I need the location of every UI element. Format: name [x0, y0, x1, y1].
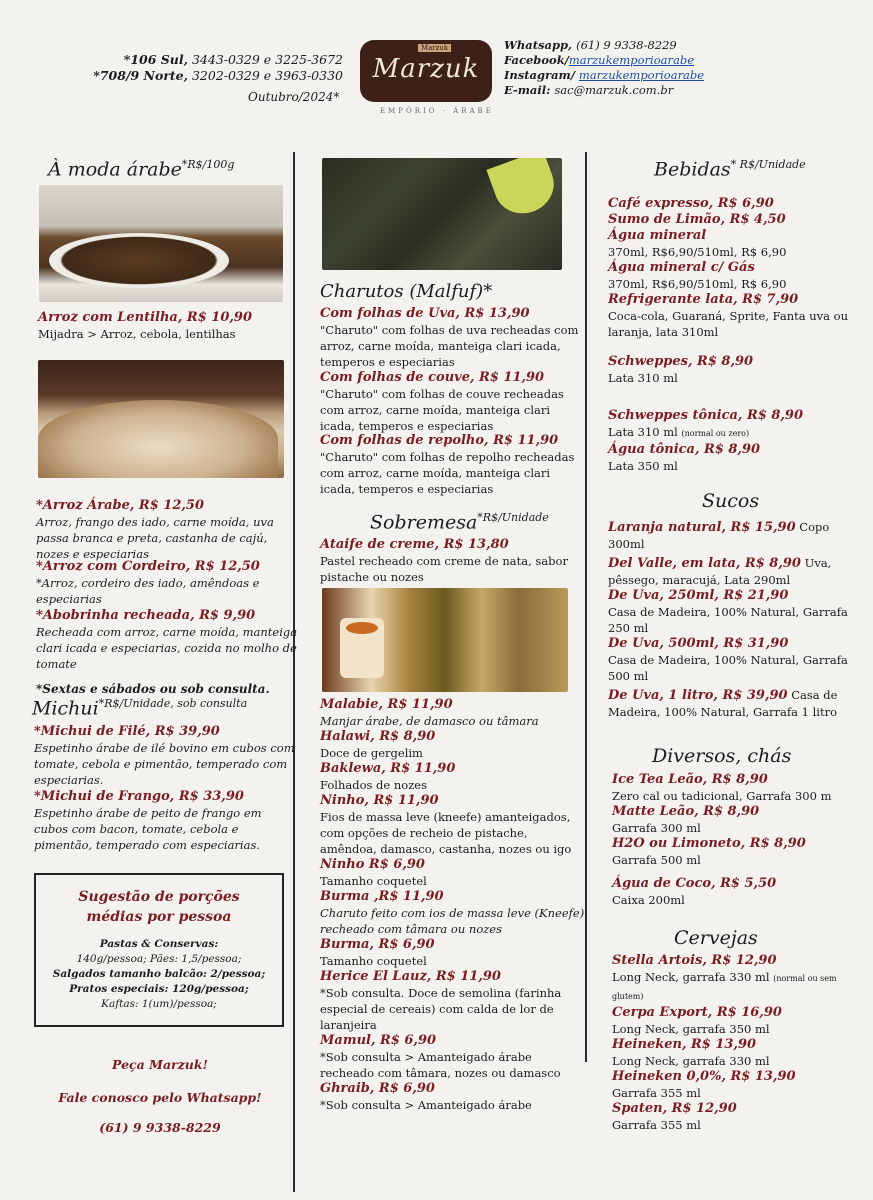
column-divider-left [293, 152, 295, 1192]
item-folhas-repolho: Com folhas de repolho, R$ 11,90 "Charuto" com folhas de repolho recheadas com arroz, carne moída, manteiga clari icada, temperos e especiarias [320, 433, 575, 496]
cervejas-list [612, 953, 870, 1133]
instagram-line: Instagram/ marzukemporioarabe [504, 68, 705, 82]
note-sextas: *Sextas e sábados ou sob consulta. [36, 682, 270, 696]
item-uva-500: De Uva, 500ml, R$ 31,90 Casa de Madeira, 100% Natural, Garrafa 500 ml [608, 636, 848, 683]
item-mamul: Mamul, R$ 6,90 *Sob consulta > Amanteigado árabe recheado com tâmara, nozes ou damasco [320, 1033, 561, 1080]
item-del-valle: Del Valle, em lata, R$ 8,90 Uva, pêssego, maracujá, Lata 290ml [608, 556, 832, 587]
item-spaten: Spaten, R$ 12,90 Garrafa 355 ml [612, 1101, 737, 1132]
item-h2o: H2O ou Limoneto, R$ 8,90 Garrafa 500 ml [612, 836, 806, 867]
sucos-list [608, 516, 866, 720]
sobremesa-list [320, 697, 585, 1113]
logo-text: Marzuk [372, 54, 480, 84]
address-106-sul: *106 Sul, 3443-0329 e 3225-3672 [123, 52, 343, 67]
item-agua-gas: Água mineral c/ Gás 370ml, R$6,90/510ml, R$ 6,90 [608, 260, 787, 291]
section-title-sobremesa: Sobremesa$^{*R\$/Unidade}$ [370, 511, 549, 534]
item-agua-tonica: Água tônica, R$ 8,90 Lata 350 ml [608, 442, 761, 473]
item-cafe: Café expresso, R$ 6,90 [608, 196, 774, 211]
item-agua-mineral: Água mineral 370ml, R$6,90/510ml, R$ 6,90 [608, 228, 787, 259]
item-herice: Herice El Lauz, R$ 11,90 *Sob consulta. Doce de semolina (farinha especial de cereais) com calda de lor de laranjeira [320, 969, 562, 1032]
item-arroz-arabe: *Arroz Árabe, R$ 12,50 Arroz, frango des iado, carne moída, uva passa branca e preta, castanha de cajú, nozes e especiarias [36, 498, 274, 561]
box-body: Pastas & Conservas: 140g/pessoa; Pães: 1,5/pessoa; Salgados tamanho balcão: 2/pessoa; Pratos especiais: 120g/pessoa; Kaftas: 1(um)/pessoa; [52, 938, 266, 1010]
section-title-diversos: Diversos, chás [652, 745, 792, 767]
marzuk-logo [360, 40, 492, 102]
logo-subtitle: EMPÓRIO · ÁRABE [380, 107, 494, 115]
item-arroz-cordeiro: *Arroz com Cordeiro, R$ 12,50 *Arroz, cordeiro des iado, amêndoas e especiarias [36, 559, 260, 606]
item-refrigerante: Refrigerante lata, R$ 7,90 Coca-cola, Guaraná, Sprite, Fanta uva ou laranja, lata 310ml [608, 292, 848, 339]
item-folhas-uva: Com folhas de Uva, R$ 13,90 "Charuto" com folhas de uva recheadas com arroz, carne moída, manteiga clari icada, temperos e especiarias [320, 306, 579, 369]
item-schweppes: Schweppes, R$ 8,90 Lata 310 ml [608, 354, 754, 385]
item-uva-250: De Uva, 250ml, R$ 21,90 Casa de Madeira, 100% Natural, Garrafa 250 ml [608, 588, 848, 635]
item-michui-file: *Michui de Filé, R$ 39,90 Espetinho árabe de ilé bovino em cubos com tomate, cebola e pimentão, temperado com especiarias. [34, 724, 295, 787]
desserts-photo [322, 588, 568, 692]
item-abobrinha: *Abobrinha recheada, R$ 9,90 Recheada com arroz, carne moída, manteiga clari icada e especiarias, cozida no molho de tomate [36, 608, 298, 671]
item-heineken-zero: Heineken 0,0%, R$ 13,90 Garrafa 355 ml [612, 1069, 796, 1100]
item-ataife: Ataife de creme, R$ 13,80 Pastel recheado com creme de nata, sabor pistache ou nozes [320, 537, 568, 584]
item-matte: Matte Leão, R$ 8,90 Garrafa 300 ml [612, 804, 760, 835]
box-title: Sugestão de porções médias por pessoa [78, 889, 240, 925]
item-arroz-lentilha: Arroz com Lentilha, R$ 10,90 Mijadra > Arroz, cebola, lentilhas [38, 310, 252, 341]
item-heineken: Heineken, R$ 13,90 Long Neck, garrafa 330 ml [612, 1037, 770, 1068]
lentil-rice-photo [39, 185, 283, 302]
section-title-michui: Michui$^{*R\$/Unidade, sob consulta}$ [32, 697, 248, 720]
item-laranja-natural: Laranja natural, R$ 15,90 Copo 300ml [608, 520, 830, 551]
section-title-cervejas: Cervejas [674, 927, 758, 949]
column-divider-right [585, 152, 587, 1062]
section-title-bebidas: Bebidas$^{* R\$/Unidade}$ [654, 158, 806, 181]
portion-suggestion-box [34, 873, 284, 1027]
item-michui-frango: *Michui de Frango, R$ 33,90 Espetinho árabe de peito de frango em cubos com bacon, tomate, cebola e pimentão, temperado com especiarias. [34, 789, 262, 852]
item-malabie: Malabie, R$ 11,90 Manjar árabe, de damasco ou tâmara [320, 697, 539, 728]
item-ice-tea: Ice Tea Leão, R$ 8,90 Zero cal ou tadicional, Garrafa 300 m [612, 772, 832, 803]
item-uva-1l: De Uva, 1 litro, R$ 39,90 Casa de Madeira, 100% Natural, Garrafa 1 litro [608, 688, 838, 719]
instagram-link[interactable]: marzukemporioarabe [578, 68, 705, 82]
diversos-list [612, 772, 868, 908]
header-contacts [504, 38, 704, 98]
footer-fale-conosco: Fale conosco pelo Whatsapp! [58, 1090, 262, 1105]
item-folhas-couve: Com folhas de couve, R$ 11,90 "Charuto" com folhas de couve recheadas com arroz, carne moída, manteiga clari icada, temperos e especiarias [320, 370, 564, 433]
header-addresses [93, 52, 343, 84]
address-708-norte: *708/9 Norte, 3202-0329 e 3963-0330 [93, 68, 343, 83]
section-title-charutos: Charutos (Malfuf)* [320, 281, 493, 302]
facebook-line: Facebook/marzukemporioarabe [504, 53, 695, 67]
menu-date: Outubro/2024* [248, 90, 340, 104]
item-stella: Stella Artois, R$ 12,90 Long Neck, garrafa 330 ml (normal ou sem glutem) [612, 953, 837, 1001]
section-title-moda-arabe: À moda árabe$^{*R\$/100g}$ [48, 158, 235, 181]
item-ninho: Ninho, R$ 11,90 Fios de massa leve (kneefe) amanteigados, com opções de recheio de pistache, amêndoa, damasco, castanha, nozes ou igo [320, 793, 572, 856]
email-line: E-mail: sac@marzuk.com.br [504, 83, 674, 97]
facebook-link[interactable]: marzukemporioarabe [568, 53, 695, 67]
item-ninho-coquetel: Ninho R$ 6,90 Tamanho coquetel [320, 857, 427, 888]
item-baklewa: Baklewa, R$ 11,90 Folhados de nozes [320, 761, 456, 792]
charutos-photo [322, 158, 562, 270]
item-cerpa: Cerpa Export, R$ 16,90 Long Neck, garrafa 350 ml [612, 1005, 782, 1036]
item-schweppes-tonica: Schweppes tônica, R$ 8,90 Lata 310 ml (normal ou zero) [608, 408, 804, 439]
section-title-sucos: Sucos [702, 490, 760, 512]
arabic-rice-photo [38, 360, 284, 478]
footer-phone: (61) 9 9338-8229 [99, 1120, 221, 1135]
whatsapp-line: Whatsapp, (61) 9 9338-8229 [504, 38, 677, 52]
item-halawi: Halawi, R$ 8,90 Doce de gergelim [320, 729, 436, 760]
bebidas-list [608, 196, 866, 474]
item-ghraib: Ghraib, R$ 6,90 *Sob consulta > Amanteigado árabe [320, 1081, 532, 1112]
item-agua-coco: Água de Coco, R$ 5,50 Caixa 200ml [612, 876, 777, 907]
logo-tag: Marzuk [418, 44, 451, 52]
item-sumo-limao: Sumo de Limão, R$ 4,50 [608, 212, 786, 227]
item-burma-coquetel: Burma, R$ 6,90 Tamanho coquetel [320, 937, 435, 968]
item-burma: Burma ,R$ 11,90 Charuto feito com ios de massa leve (Kneefe) recheado com tâmara ou nozes [320, 889, 585, 936]
footer-peca-marzuk: Peça Marzuk! [112, 1057, 208, 1072]
